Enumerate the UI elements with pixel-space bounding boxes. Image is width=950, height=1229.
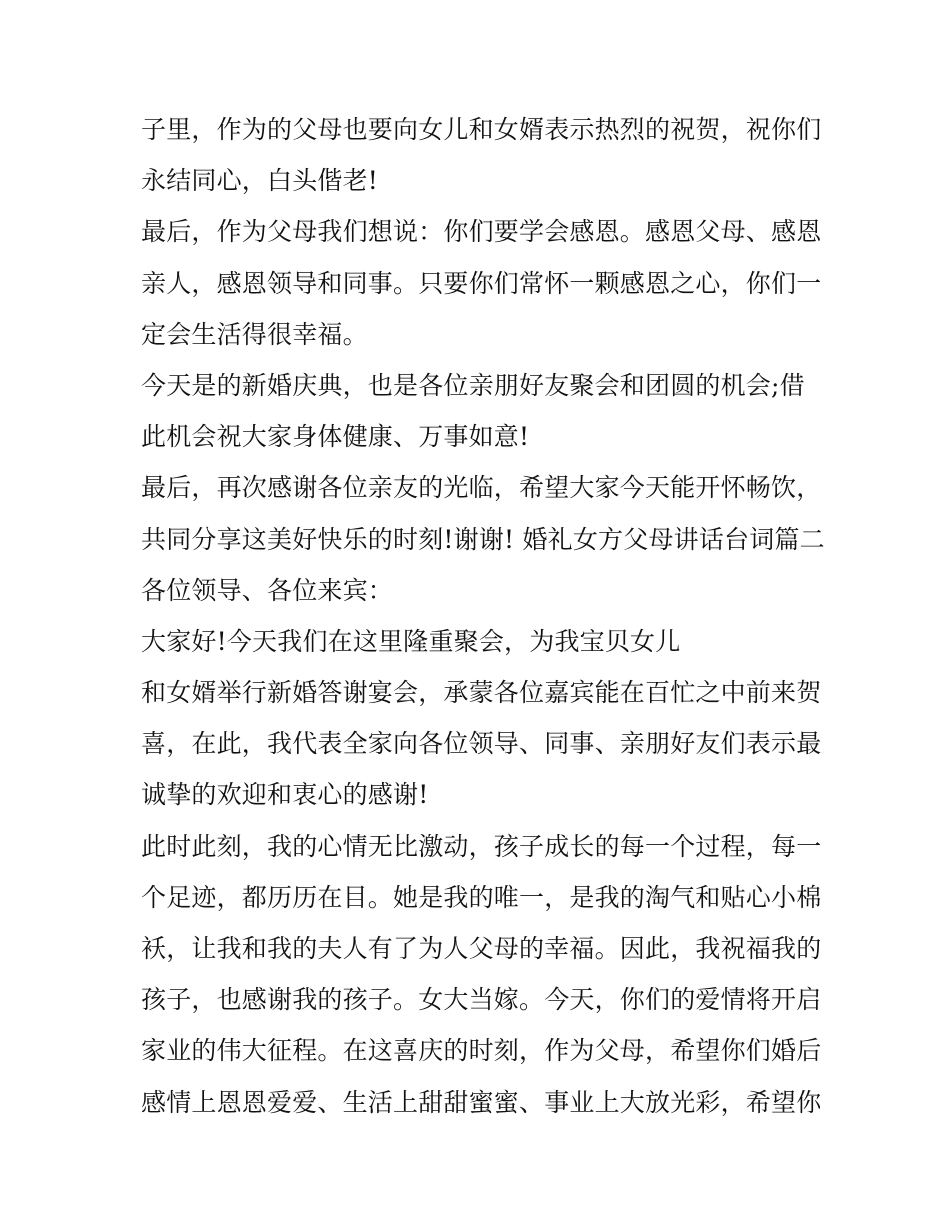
- text-line: 最后，作为父母我们想说：你们要学会感恩。感恩父母、感恩: [141, 217, 822, 247]
- text-line: 家业的伟大征程。在这喜庆的时刻，作为父母，希望你们婚后: [141, 1036, 822, 1066]
- text-line: 此时此刻，我的心情无比激动，孩子成长的每一个过程，每一: [141, 831, 822, 861]
- text-line: 定会生活得很幸福。: [141, 319, 368, 349]
- text-line: 诚挚的欢迎和衷心的感谢!: [141, 780, 429, 810]
- text-line: 和女婿举行新婚答谢宴会，承蒙各位嘉宾能在百忙之中前来贺: [141, 678, 822, 708]
- text-line: 永结同心，白头偕老!: [141, 166, 379, 196]
- text-line: 各位领导、各位来宾：: [141, 575, 394, 605]
- text-line: 大家好!今天我们在这里隆重聚会，为我宝贝女儿: [141, 626, 681, 656]
- text-line: 今天是的新婚庆典，也是各位亲朋好友聚会和团圆的机会;借: [141, 370, 805, 400]
- document-body: [141, 104, 825, 1128]
- text-line: 亲人，感恩领导和同事。只要你们常怀一颗感恩之心，你们一: [141, 268, 822, 298]
- text-line: 袄，让我和我的夫人有了为人父母的幸福。因此，我祝福我的: [141, 934, 822, 963]
- text-line: 个足迹，都历历在目。她是我的唯一，是我的淘气和贴心小棉: [141, 882, 822, 912]
- text-line: 共同分享这美好快乐的时刻!谢谢! 婚礼女方父母讲话台词篇二: [141, 524, 825, 554]
- text-line: 孩子，也感谢我的孩子。女大当嫁。今天，你们的爱情将开启: [141, 985, 822, 1015]
- text-line: 此机会祝大家身体健康、万事如意!: [141, 422, 530, 452]
- text-line: 子里，作为的父母也要向女儿和女婿表示热烈的祝贺，祝你们: [141, 115, 822, 144]
- text-line: 喜，在此，我代表全家向各位领导、同事、亲朋好友们表示最: [141, 729, 822, 759]
- text-line: 感情上恩恩爱爱、生活上甜甜蜜蜜、事业上大放光彩，希望你: [141, 1087, 822, 1117]
- text-line: 最后，再次感谢各位亲友的光临，希望大家今天能开怀畅饮，: [141, 473, 822, 503]
